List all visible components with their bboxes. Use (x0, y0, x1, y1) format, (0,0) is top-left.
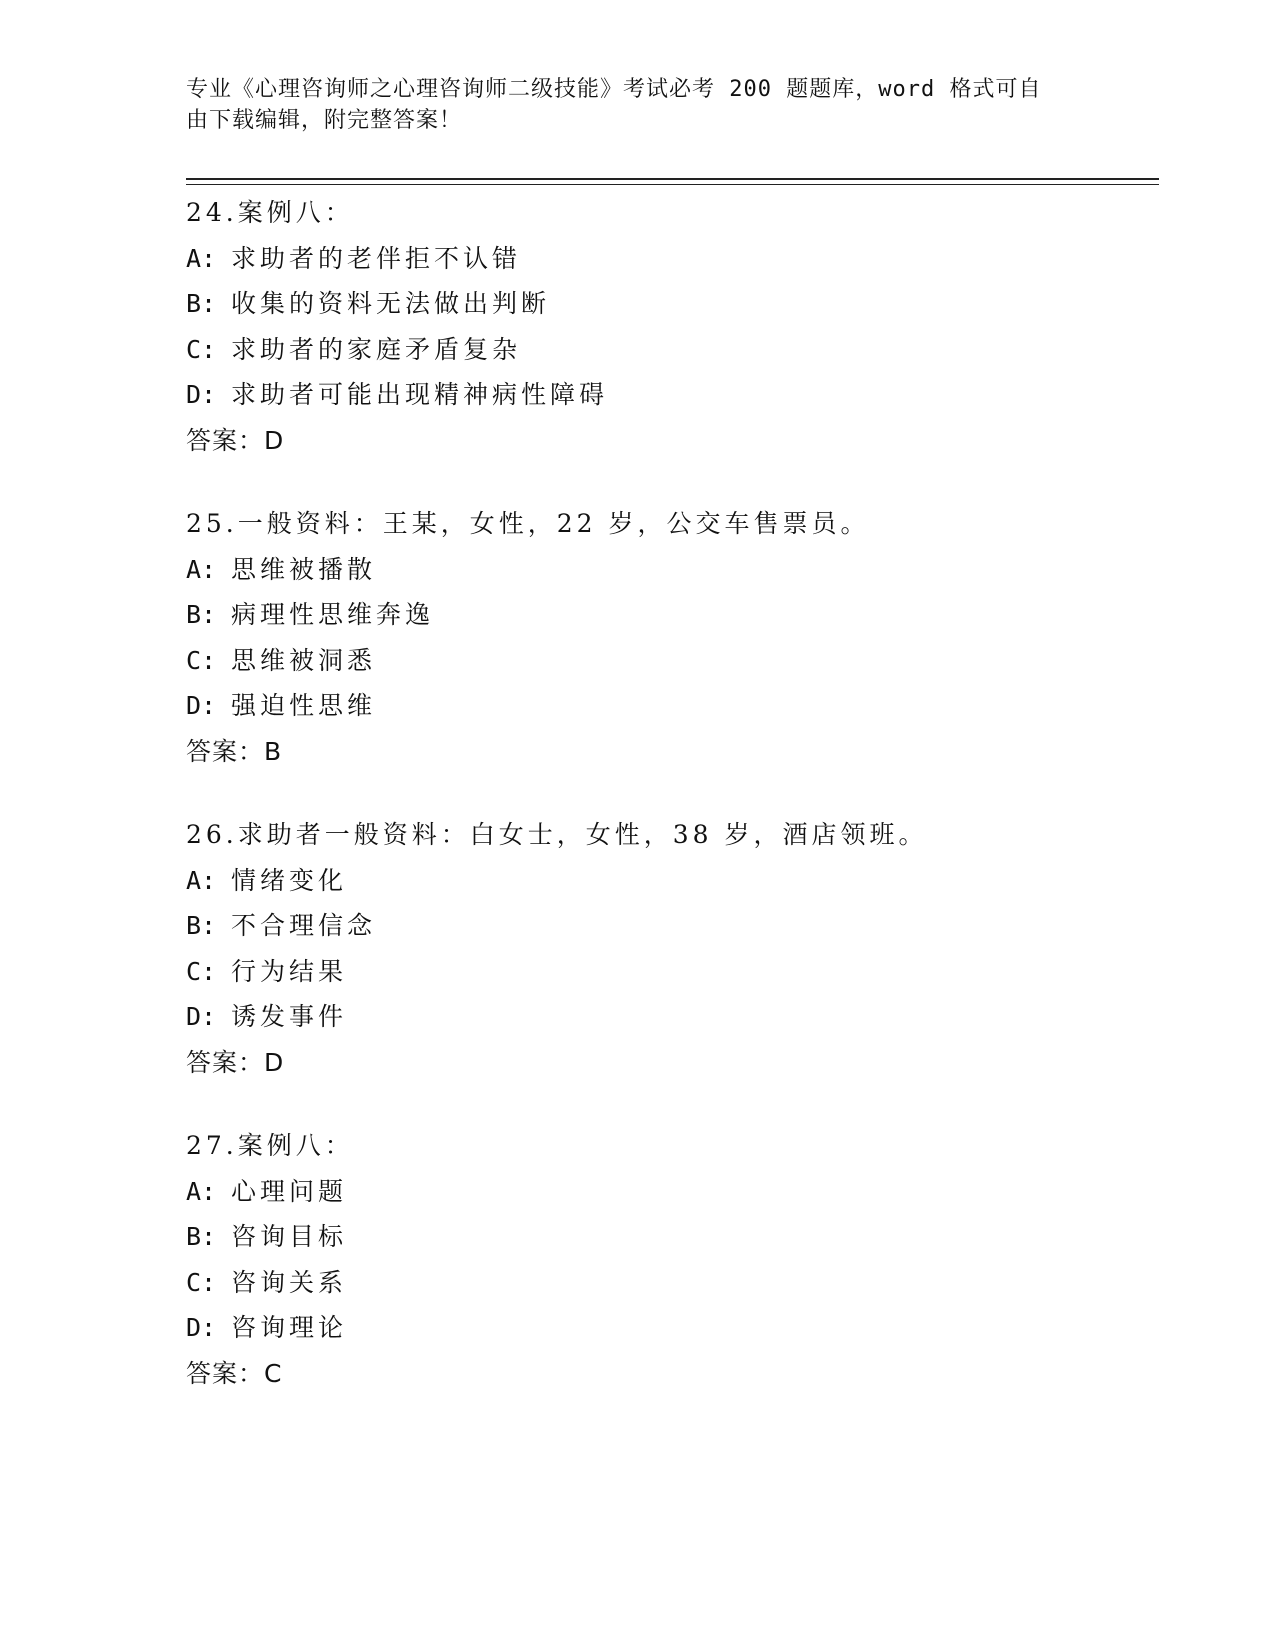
answer-line: 答案：D (186, 425, 285, 455)
question-list (186, 190, 1159, 1434)
option-key: C: (186, 1267, 217, 1297)
option-d (186, 683, 1159, 729)
option-a (186, 236, 1159, 282)
question-stem: 26.求助者一般资料：白女士，女性，38 岁，酒店领班。 (186, 820, 928, 849)
option-text: 求助者的家庭矛盾复杂 (231, 334, 522, 364)
option-text: 咨询关系 (231, 1267, 348, 1297)
option-c (186, 949, 1159, 995)
option-d (186, 372, 1159, 418)
header-line-1: 专业《心理咨询师之心理咨询师二级技能》考试必考 200 题题库，word 格式可自 (186, 77, 1042, 102)
option-c (186, 327, 1159, 373)
answer-line: 答案：D (186, 1047, 285, 1077)
option-a (186, 858, 1159, 904)
option-text: 病理性思维奔逸 (231, 600, 435, 629)
question-26 (186, 812, 1159, 1085)
option-c (186, 1260, 1159, 1306)
option-text: 心理问题 (231, 1176, 348, 1206)
header-line-2: 由下载编辑，附完整答案！ (186, 108, 463, 133)
option-a (186, 547, 1159, 593)
option-text: 行为结果 (231, 956, 348, 986)
option-key: D: (186, 1002, 217, 1031)
option-b (186, 592, 1159, 638)
option-key: C: (186, 334, 217, 364)
header-divider-thin (186, 184, 1159, 185)
option-text: 求助者的老伴拒不认错 (231, 243, 522, 273)
option-d (186, 994, 1159, 1040)
option-key: A: (186, 1176, 217, 1206)
option-key: A: (186, 243, 217, 273)
option-c (186, 638, 1159, 684)
question-stem: 25.一般资料：王某，女性，22 岁，公交车售票员。 (186, 509, 870, 538)
option-b (186, 281, 1159, 327)
option-text: 不合理信念 (231, 911, 377, 940)
question-stem: 24.案例八： (186, 198, 354, 227)
option-key: D: (186, 691, 217, 720)
question-24 (186, 190, 1159, 463)
option-text: 强迫性思维 (231, 691, 377, 720)
question-27 (186, 1123, 1159, 1396)
option-text: 情绪变化 (231, 865, 348, 895)
option-b (186, 903, 1159, 949)
option-key: B: (186, 600, 217, 629)
option-key: B: (186, 1222, 217, 1251)
option-key: A: (186, 865, 217, 895)
option-a (186, 1169, 1159, 1215)
header-divider-thick (186, 178, 1159, 180)
option-key: D: (186, 380, 217, 409)
option-key: B: (186, 911, 217, 940)
option-key: B: (186, 289, 217, 318)
question-stem: 27.案例八： (186, 1131, 354, 1160)
answer-line: 答案：C (186, 1358, 283, 1388)
option-key: C: (186, 956, 217, 986)
answer-line: 答案：B (186, 736, 283, 766)
option-key: D: (186, 1313, 217, 1342)
option-text: 咨询理论 (231, 1313, 348, 1342)
option-key: A: (186, 554, 217, 584)
document-header (186, 74, 1066, 136)
question-25 (186, 501, 1159, 774)
option-text: 思维被播散 (231, 554, 377, 584)
option-key: C: (186, 645, 217, 675)
option-text: 思维被洞悉 (231, 645, 377, 675)
option-d (186, 1305, 1159, 1351)
option-text: 诱发事件 (231, 1002, 348, 1031)
option-text: 收集的资料无法做出判断 (231, 289, 551, 318)
option-text: 咨询目标 (231, 1222, 348, 1251)
option-text: 求助者可能出现精神病性障碍 (231, 380, 609, 409)
option-b (186, 1214, 1159, 1260)
